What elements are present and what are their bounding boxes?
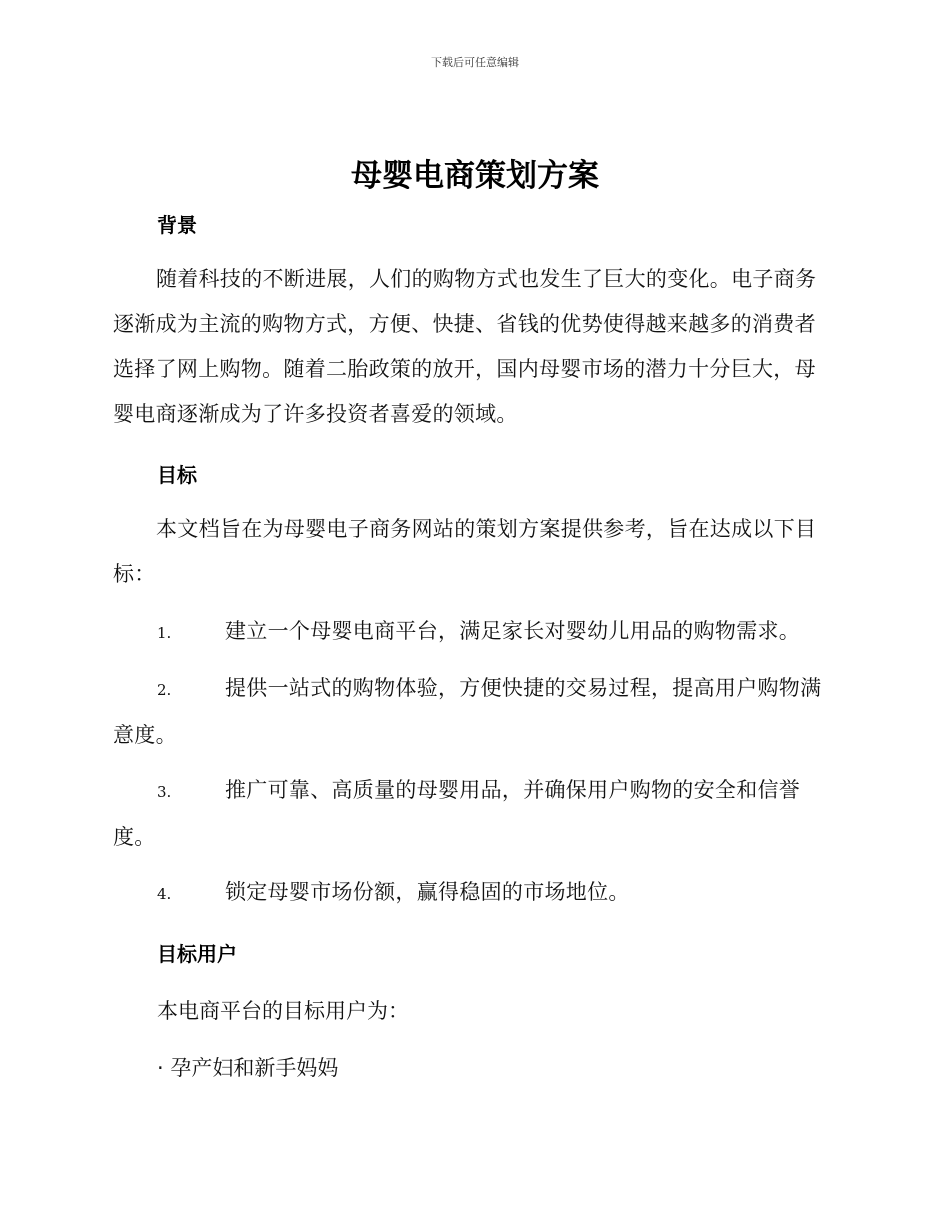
list-number: 1. bbox=[157, 624, 172, 642]
list-text: 提供一站式的购物体验，方便快捷的交易过程，提高用户购物满意度。 bbox=[113, 676, 822, 747]
goals-intro-paragraph: 本文档旨在为母婴电子商务网站的策划方案提供参考，旨在达成以下目标： bbox=[113, 517, 817, 586]
section-heading-background: 背景 bbox=[157, 213, 197, 237]
list-number: 3. bbox=[157, 783, 172, 801]
section-heading-target-users: 目标用户 bbox=[157, 942, 237, 966]
list-text: 建立一个母婴电商平台，满足家长对婴幼儿用品的购物需求。 bbox=[225, 619, 801, 643]
list-text: 锁定母婴市场份额，赢得稳固的市场地位。 bbox=[225, 880, 630, 904]
section-heading-goals: 目标 bbox=[157, 463, 197, 487]
document-title: 母婴电商策划方案 bbox=[351, 158, 599, 194]
target-users-intro: 本电商平台的目标用户为： bbox=[157, 999, 409, 1023]
goal-list-item bbox=[113, 666, 833, 758]
header-note: 下载后可任意编辑 bbox=[431, 56, 519, 69]
goal-list-item bbox=[113, 870, 833, 917]
list-number: 4. bbox=[157, 885, 172, 903]
list-text: 推广可靠、高质量的母婴用品，并确保用户购物的安全和信誉度。 bbox=[113, 778, 801, 849]
list-number: 2. bbox=[157, 681, 172, 699]
goal-list-item bbox=[113, 768, 833, 860]
goal-list-item bbox=[113, 609, 833, 656]
bullet-item: · 孕产妇和新手妈妈 bbox=[157, 1056, 339, 1080]
background-paragraph: 随着科技的不断进展，人们的购物方式也发生了巨大的变化。电子商务逐渐成为主流的购物方式，方便、快捷、省钱的优势使得越来越多的消费者选择了网上购物。随着二胎政策的放开，国内母婴市场的潜力十分巨大，母婴电商逐渐成为了许多投资者喜爱的领域。 bbox=[113, 267, 817, 426]
